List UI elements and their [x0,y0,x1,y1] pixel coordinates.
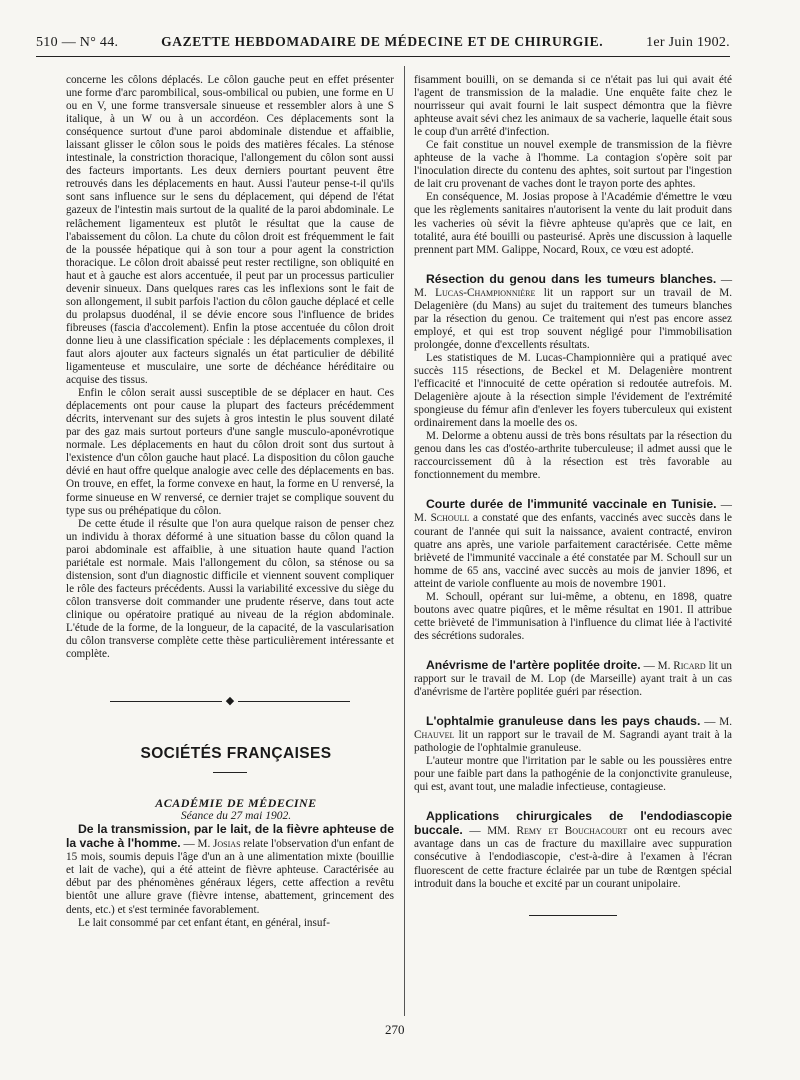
issue-date: 1er Juin 1902. [646,35,730,50]
journal-title: GAZETTE HEBDOMADAIRE DE MÉDECINE ET DE CHIRURGIE. [161,34,604,49]
article-title: Courte durée de l'immunité vaccinale en Tunisie. [426,497,717,512]
diamond-ornament-icon: ◆ [225,695,235,708]
ornamental-rule [66,695,394,707]
paragraph: concerne les côlons déplacés. Le côlon gauche peut en effet présenter une forme d'arc parombilical, sous-ombilical ou pubien, une forme en U ou en V, une forme transversale sinueuse et ressembler alors à une S italique, à un W ou à un accordéon. Ces déplacements sont la conséquence surtout d'une paroi abdominale distendue et affaiblie, laissant glisser le côlon sous le poids des matières fécales. La sténose intestinale, la constriction thoracique, l'allongement du côlon sont aussi des facteurs importants. Les deux derniers pourtant peuvent être retrouvés dans les déplacements en haut. Aussi l'auteur pense-t-il qu'ils sont sans influence sur le sens du déplacement, qui dépend de l'état gazeux de l'intestin mais surtout de la qualité de la paroi abdominale. Le relâchement ligamenteux est plutôt le résultat que la cause de l'abaissement du côlon. La chute du côlon droit est fréquemment le fait de la poussée hépatique qui à son tour a pour agent la constriction thoracique. Le côlon droit abaissé peut rester rectiligne, son obliquité en haut et à gauche est alors accentuée, il peut par un processus particulier devenir sinueux. Dans quelques rares cas les inflexions sont le fait de son allongement, il subit parfois l'action du côlon gauche déplacé et celle du prolapsus duodénal, il se dévie encore sous l'influence de brides fibreuses (fascia d'accolement). Enfin la ptose accentuée du côlon droit donne lieu à une classification spéciale : les déplacements complexes, il faut alors ajouter aux facteurs signalés un état particulier de débilité ligamenteuse et musculaire, une sorte de déchéance héréditaire ou acquise des tissus. [66,74,394,387]
article-anevrisme: Anévrisme de l'artère poplitée droite. — M. Ricard lit un rapport sur le travail de M. Lop (de Marseille) ayant trait à un cas d'anévrisme de l'artère poplitée guéri par résection. [414,657,732,699]
article-text: a constaté que des enfants, vaccinés avec succès dans le courant de l'année qui suit la naissance, avaient contracté, environ quatre ans après, une variole parfaitement caractérisée. Cette même brièveté de l'immunité vaccinale a été constatée par M. Schoull sur un homme de 65 ans, vacciné avec succès au mois de janvier 1896, et atteint de variole confluente au mois de novembre 1901. [414,512,732,590]
article-endodiascopie: Applications chirurgicales de l'endodiascopie buccale. — MM. Remy et Bouchacourt ont eu recours avec avantage dans un cas de fracture du maxillaire avec suppuration consécutive à l'endodiascopie, c'est-à-dire à l'examen à l'écran fluorescent de cette fracture éclairée par un tube de Rœntgen spécial introduit dans la bouche et excité par un courant unipolaire. [414,809,732,890]
end-rule [529,915,617,916]
section-title: SOCIÉTÉS FRANÇAISES [140,745,332,763]
article-title: Résection du genou dans les tumeurs blanches. [426,271,717,286]
article-text: lit un rapport sur le travail de M. Sagrandi ayant trait à la pathologie de l'ophtalmie granuleuse. [414,729,732,755]
academy-heading: ACADÉMIE DE MÉDECINE [155,796,317,811]
paragraph: Les statistiques de M. Lucas-Championnière qui a pratiqué avec succès 115 résections, de Beckel et M. Delagenière montrent l'efficacité et l'innocuité de cette opération si redoutée autrefois. M. Delagenière ajoute à la résection simple l'évidement de l'extrémité spongieuse du fémur afin d'enlever les foyers tuberculeux qui existent ordinairement dans la moelle des os. [414,351,732,430]
paragraph: fisamment bouilli, on se demanda si ce n'était pas lui qui avait été l'agent de transmission de la maladie. Une enquête faite chez le nourrisseur qui avait fourni le lait suspect démontra que la fièvre aphteuse avait sévi chez les animaux de sa vacherie, laquelle était sous le coup d'un arrêté d'infection. [414,74,732,139]
paragraph: M. Schoull, opérant sur lui-même, a obtenu, en 1898, quatre boutons avec quatre piqûres, et le même résultat en 1901. Il attribue cette brièveté de l'immunisation à l'influence du climat liée à l'activité des sécrétions sudorales. [414,590,732,642]
folio-number: 270 [385,1022,405,1037]
paragraph: Enfin le côlon serait aussi susceptible de se déplacer en haut. Ces déplacements ont pour cause la plupart des facteurs précédemment décrits, intervenant sur des sujets à gros intestin le plus souvent dilaté par des gaz mais surtout porteurs d'une sangle musculo-aponévrotique normale. Les déplacements en haut du côlon droit sont dus surtout à l'existence d'un côlon gauche haut placé. La disposition du côlon gauche dévié en haut offre quelque analogie avec celle des déplacements en bas. On trouve, en effet, la forme convexe en haut, la forme en U renversé, la forme sinueuse en W renversé, ce dernier trajet se complique souvent du type sus ou préhépatique du côlon. [66,387,394,517]
article-author: MM. Remy et Bouchacourt [487,825,628,838]
paragraph: L'auteur montre que l'irritation par le sable ou les poussières entre pour une faible part dans la pathogénie de la conjonctivite granuleuse, qui est, avant tout, une maladie infectieuse, contagieuse. [414,755,732,794]
running-head [36,34,730,51]
article-text: lit un rapport sur un travail de M. Delagenière (du Mans) au sujet du traitement des tumeurs blanches par la résection du genou. Ce traitement qui n'est pas encore assez employé, et qui est trop souvent négligé pour l'immobilisation prolongée, donne d'excellents résultats. [414,286,732,351]
paragraph: Le lait consommé par cet enfant étant, en général, insuf- [78,916,330,929]
article-text: lit un rapport sur le travail de M. Lop (de Marseille) ayant trait à un cas d'anévrisme de l'artère poplitée guéri par résection. [414,659,732,699]
article-immunite: Courte durée de l'immunité vaccinale en Tunisie. — M. Schoull a constaté que des enfants, vaccinés avec succès dans le courant de l'année qui suit la naissance, avaient contracté, environ quatre ans après, une variole parfaitement caractérisée. Cette même brièveté de l'immunité vaccinale a été constatée par M. Schoull sur un homme de 65 ans, vacciné avec succès au mois de janvier 1896, et atteint de variole confluente au mois de novembre 1901. [414,497,732,590]
article-title: De la transmission, par le lait, de la fièvre aphteuse de la vache à l'homme. [66,822,394,851]
column-divider [404,66,405,1016]
paragraph: De cette étude il résulte que l'on aura quelque raison de penser chez un individu à thorax déformé à une situation basse du côlon quand la paroi abdominale est affaiblie, à une situation haute quand l'action pariétale est normale. Mais l'allongement du côlon, sa sténose ou sa distension, sont d'un diagnostic difficile et viennent souvent compliquer le rôle des facteurs précédents. Aussi la variabilité excessive du siège du côlon transverse doit commander une prudente réserve, dans tout acte clinique ou opératoire pratiqué au niveau de la région abdominale. L'étude de la forme, de la longueur, de la capacité, de la vascularisation du côlon transverse complète cette thèse particulièrement intéressante et complète. [66,517,394,661]
article-author: M. Schoull [414,512,470,525]
session-date: Séance du 27 mai 1902. [180,810,292,823]
paragraph: Ce fait constitue un nouvel exemple de transmission de la fièvre aphteuse de la vache à l'homme. La contagion s'opère soit par l'inoculation directe du contenu des aphtes, soit surtout par l'ingestion de lait cru provenant de vaches dont le trayon porte des aphtes. [414,139,732,191]
article-title: Applications chirurgicales de l'endodiascopie buccale. [414,809,732,838]
article-text: relate l'observation d'un enfant de 15 mois, soumis depuis l'âge d'un an à une alimentation mixte (bouillie et lait de vache), qui a été atteint de fièvre aphteuse. Caractérisée au début par des phénomènes généraux légers, cette affection a revêtu bientôt une allure grave (fièvre intense, abattement, grincement des dents, etc.) et s'est terminée favorablement. [66,838,395,916]
article-title: L'ophtalmie granuleuse dans les pays chauds. [426,714,701,729]
paragraph: M. Delorme a obtenu aussi de très bons résultats par la résection du genou dans les cas d'ostéo-arthrite tuberculeuse; il admet aussi que le raccourcissement dû à la résection est très favorable au fonctionnement du membre. [414,430,732,482]
left-column [66,74,394,930]
article-text: ont eu recours avec avantage dans un cas de fracture du maxillaire avec suppuration consécutive à l'endodiascopie, c'est-à-dire à l'examen à l'écran fluorescent de cette fracture éclairée par un tube de Rœntgen spécial introduit dans la bouche et excité par un courant unipolaire. [414,825,732,890]
article-resection: Résection du genou dans les tumeurs blanches. — M. Lucas-Championnière lit un rapport sur un travail de M. Delagenière (du Mans) au sujet du traitement des tumeurs blanches par la résection du genou. Ce traitement qui n'est pas encore assez employé, et qui est trop souvent négligé pour l'immobilisation prolongée, donne d'excellents résultats. [414,271,733,351]
article-author: M. Josias [197,838,241,851]
page-number-issue: 510 — N° 44. [36,35,119,50]
article-ophtalmie: L'ophtalmie granuleuse dans les pays chauds. — M. Chauvel lit un rapport sur le travail de M. Sagrandi ayant trait à la pathologie de l'ophtalmie granuleuse. [414,714,733,755]
short-rule [213,772,247,773]
article-transmission: De la transmission, par le lait, de la fièvre aphteuse de la vache à l'homme. — M. Josias relate l'observation d'un enfant de 15 mois, soumis depuis l'âge d'un an à une alimentation mixte (bouillie et lait de vache), qui a été atteint de fièvre aphteuse. Caractérisée au début par des phénomènes généraux légers, cette affection a revêtu bientôt une allure grave (fièvre intense, abattement, grincement des dents, etc.) et s'est terminée favorablement. [66,822,395,916]
article-author: M. Ricard [657,659,706,672]
header-rule [36,56,730,57]
article-title: Anévrisme de l'artère poplitée droite. [426,657,641,672]
article-author: M. Chauvel [414,716,733,742]
right-column [414,74,732,916]
article-author: M. Lucas-Championnière [414,286,536,299]
paragraph: En conséquence, M. Josias propose à l'Académie d'émettre le vœu que les règlements sanitaires n'autorisent la vente du lait produit dans les vacheries où sévit la fièvre aphteuse qu'après que ce lait, en totalité, aura été bouilli ou pasteurisé. Après une discussion à laquelle prennent part MM. Galippe, Nocard, Roux, ce vœu est adopté. [414,191,732,256]
